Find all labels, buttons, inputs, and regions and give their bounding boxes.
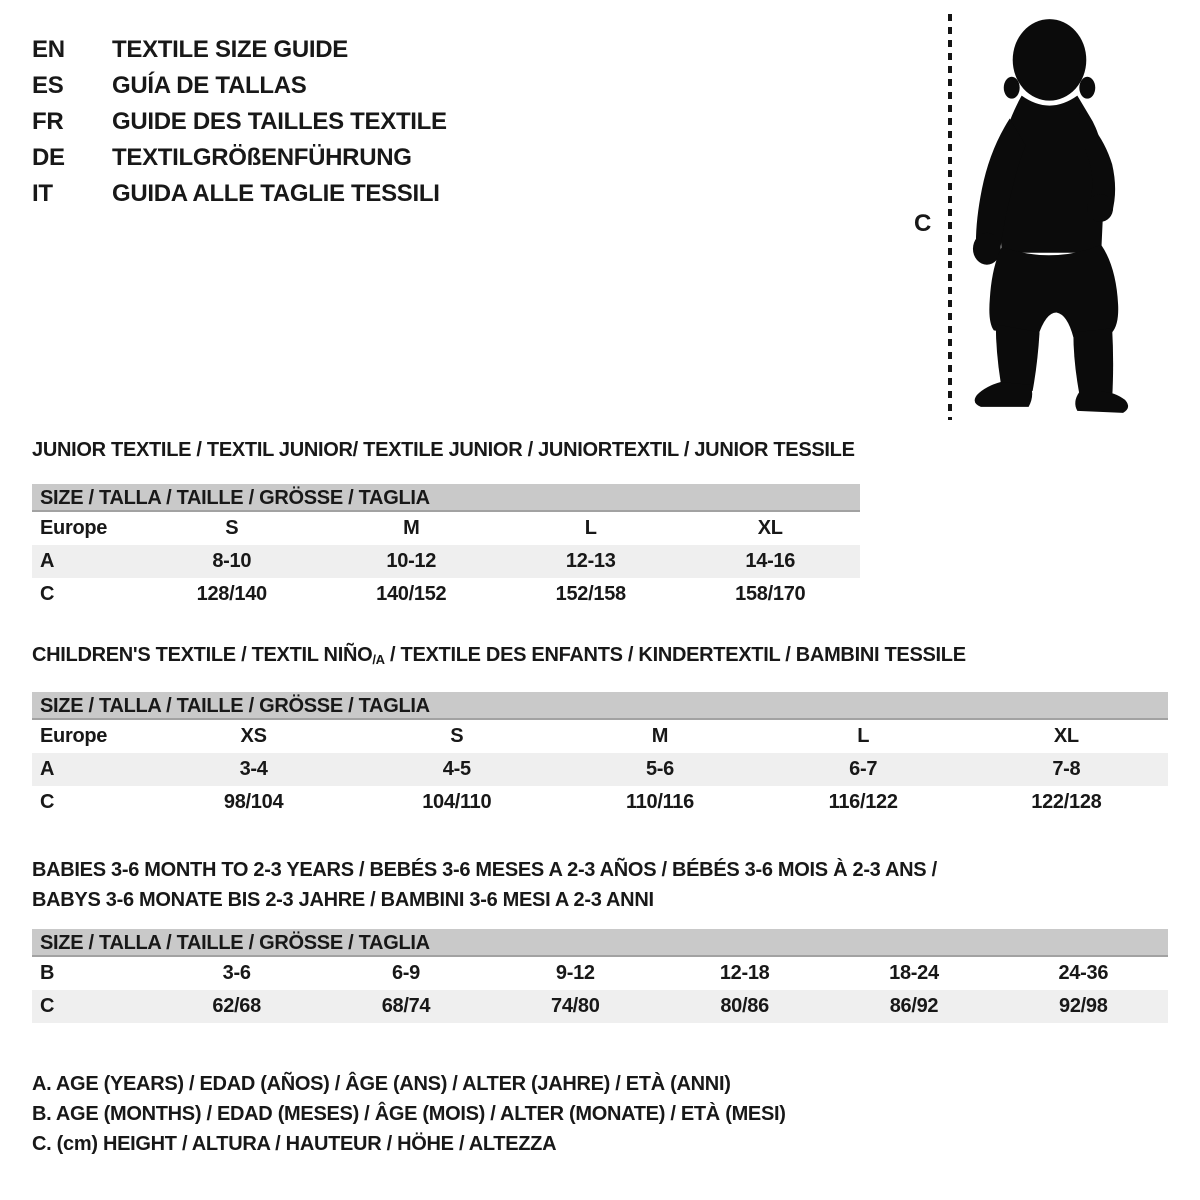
- table-cell: 12-18: [719, 962, 770, 984]
- children-table: [32, 692, 1168, 819]
- legend-line-c: C. (cm) HEIGHT / ALTURA / HAUTEUR / HÖHE / ALTEZZA: [32, 1133, 557, 1155]
- table-cell: 158/170: [735, 583, 806, 605]
- language-code: ES: [32, 72, 64, 99]
- babies-size-table: [32, 957, 1168, 1023]
- language-title: GUÍA DE TALLAS: [112, 72, 307, 99]
- table-row: [32, 753, 1168, 786]
- table-cell: 5-6: [645, 758, 674, 780]
- table-cell: 14-16: [745, 550, 796, 572]
- table-cell: 128/140: [196, 583, 267, 605]
- legend-line-b: B. AGE (MONTHS) / EDAD (MESES) / ÂGE (MOIS) / ALTER (MONATE) / ETÀ (MESI): [32, 1103, 786, 1125]
- table-cell: 98/104: [223, 791, 284, 813]
- table-cell: 80/86: [720, 995, 769, 1017]
- language-code: IT: [32, 180, 53, 207]
- table-row: [32, 512, 860, 545]
- children-size-table: [32, 720, 1168, 819]
- table-cell: 6-9: [391, 962, 420, 984]
- row-label: Europe: [40, 725, 108, 747]
- table-cell: 110/116: [625, 791, 694, 813]
- table-cell: 92/98: [1059, 995, 1108, 1017]
- row-label: C: [40, 583, 55, 605]
- row-label: C: [40, 995, 55, 1017]
- row-label: B: [40, 962, 55, 984]
- table-cell: M: [651, 725, 669, 747]
- table-cell: 3-6: [222, 962, 251, 984]
- language-title: TEXTILGRÖßENFÜHRUNG: [112, 144, 412, 171]
- table-cell: L: [584, 517, 597, 539]
- table-cell: 104/110: [422, 791, 492, 813]
- height-measure-label: C: [914, 210, 932, 237]
- children-section: [32, 643, 1168, 819]
- row-label: A: [40, 758, 55, 780]
- table-cell: L: [857, 725, 870, 747]
- babies-section: [32, 855, 1168, 1023]
- table-cell: 6-7: [849, 758, 878, 780]
- row-label: Europe: [40, 517, 108, 539]
- height-measure-line: [948, 14, 952, 420]
- table-cell: 24-36: [1058, 962, 1109, 984]
- babies-heading-line2: BABYS 3-6 MONATE BIS 2-3 JAHRE / BAMBINI 3-6 MESI A 2-3 ANNI: [32, 889, 654, 911]
- height-figure: [898, 8, 1170, 432]
- table-cell: XS: [240, 725, 267, 747]
- row-label: A: [40, 550, 55, 572]
- language-code: FR: [32, 108, 64, 135]
- babies-table: [32, 929, 1168, 1023]
- table-cell: 10-12: [386, 550, 437, 572]
- children-heading-post: / TEXTILE DES ENFANTS / KINDERTEXTIL / BAMBINI TESSILE: [384, 644, 966, 666]
- table-cell: 7-8: [1052, 758, 1081, 780]
- babies-heading-line1: BABIES 3-6 MONTH TO 2-3 YEARS / BEBÉS 3-6 MESES A 2-3 AÑOS / BÉBÉS 3-6 MOIS À 2-3 ANS /: [32, 859, 937, 881]
- table-cell: 116/122: [828, 791, 898, 813]
- babies-size-header-bar: SIZE / TALLA / TAILLE / GRÖSSE / TAGLIA: [32, 929, 1168, 957]
- table-cell: 8-10: [212, 550, 252, 572]
- table-row: [32, 545, 860, 578]
- table-cell: XL: [1053, 725, 1079, 747]
- junior-table: [32, 484, 860, 611]
- babies-heading: [32, 855, 1168, 915]
- table-cell: 122/128: [1031, 791, 1102, 813]
- table-cell: 74/80: [551, 995, 600, 1017]
- children-heading: [32, 643, 1168, 672]
- junior-size-table: [32, 512, 860, 611]
- table-cell: 86/92: [889, 995, 939, 1017]
- table-row: [32, 957, 1168, 990]
- table-row: [32, 786, 1168, 819]
- table-cell: 140/152: [376, 583, 447, 605]
- legend-line-a: A. AGE (YEARS) / EDAD (AÑOS) / ÂGE (ANS) / ALTER (JAHRE) / ETÀ (ANNI): [32, 1073, 731, 1095]
- children-heading-pre: CHILDREN'S TEXTILE / TEXTIL NIÑO: [32, 644, 373, 666]
- table-cell: M: [403, 517, 420, 539]
- table-cell: 68/74: [381, 995, 431, 1017]
- table-cell: 152/158: [555, 583, 626, 605]
- junior-section: [32, 438, 1168, 611]
- table-row: [32, 990, 1168, 1023]
- table-cell: XL: [757, 517, 783, 539]
- table-cell: 18-24: [889, 962, 939, 984]
- language-code: DE: [32, 144, 65, 171]
- table-cell: 4-5: [442, 758, 471, 780]
- language-title: GUIDA ALLE TAGLIE TESSILI: [112, 180, 440, 207]
- table-cell: 3-4: [239, 758, 268, 780]
- language-title: GUIDE DES TAILLES TEXTILE: [112, 108, 447, 135]
- legend: [32, 1069, 1168, 1159]
- children-size-header-bar: SIZE / TALLA / TAILLE / GRÖSSE / TAGLIA: [32, 692, 1168, 720]
- toddler-silhouette-icon: [962, 12, 1136, 418]
- junior-size-header-bar: SIZE / TALLA / TAILLE / GRÖSSE / TAGLIA: [32, 484, 860, 512]
- table-cell: S: [225, 517, 239, 539]
- junior-heading: JUNIOR TEXTILE / TEXTIL JUNIOR/ TEXTILE JUNIOR / JUNIORTEXTIL / JUNIOR TESSILE: [32, 439, 855, 461]
- table-cell: 9-12: [555, 962, 595, 984]
- table-cell: S: [450, 725, 464, 747]
- children-heading-sub: /A: [372, 652, 385, 667]
- table-cell: 12-13: [565, 550, 616, 572]
- table-row: [32, 578, 860, 611]
- table-row: [32, 720, 1168, 753]
- language-code: EN: [32, 36, 65, 63]
- table-cell: 62/68: [212, 995, 261, 1017]
- row-label: C: [40, 791, 55, 813]
- language-title: TEXTILE SIZE GUIDE: [112, 36, 348, 63]
